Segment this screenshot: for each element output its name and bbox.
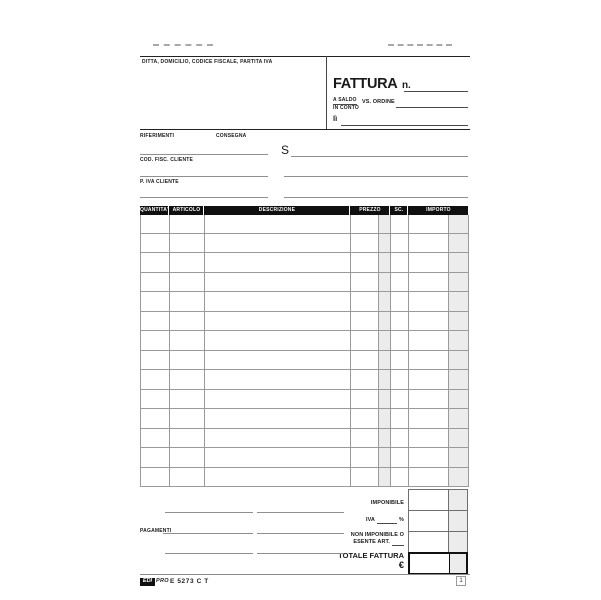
totale-amount-cell — [410, 554, 449, 574]
iva-percent-sign: % — [399, 517, 404, 523]
table-cell — [205, 448, 351, 466]
table-cell — [391, 331, 409, 349]
iva-amount-box — [408, 510, 468, 532]
table-cell — [409, 390, 449, 408]
table-cell — [379, 351, 391, 369]
table-cell — [351, 273, 379, 291]
table-cell — [409, 448, 449, 466]
table-cell — [449, 253, 469, 271]
header-bottom-rule — [140, 129, 470, 130]
vs-ordine-line — [396, 107, 468, 108]
table-cell — [141, 370, 170, 388]
table-cell — [205, 390, 351, 408]
table-cell — [351, 215, 379, 233]
euro-sign: € — [398, 560, 404, 571]
invoice-number-label: n. — [401, 80, 411, 91]
table-cell — [409, 351, 449, 369]
table-cell — [379, 253, 391, 271]
totale-fattura-amount-box — [408, 552, 468, 576]
table-cell — [391, 429, 409, 447]
invoice-title — [333, 75, 411, 93]
table-cell — [170, 234, 205, 252]
table-cell — [170, 448, 205, 466]
imponibile-amount-cell — [409, 490, 448, 510]
table-cell — [449, 292, 469, 310]
table-cell — [141, 292, 170, 310]
header-top-rule — [140, 56, 470, 57]
table-cell — [391, 448, 409, 466]
totale-cents-cell — [449, 554, 466, 574]
table-cell — [449, 215, 469, 233]
table-cell — [351, 468, 379, 486]
table-cell — [409, 331, 449, 349]
table-cell — [205, 215, 351, 233]
vs-ordine-label: VS. ORDINE — [362, 99, 395, 105]
header-vertical-divider — [326, 56, 327, 129]
esente-art-label: ESENTE ART. — [353, 539, 390, 545]
table-row — [141, 292, 469, 311]
table-cell — [379, 448, 391, 466]
table-row — [141, 448, 469, 467]
date-label: lì — [333, 113, 338, 123]
table-cell — [379, 331, 391, 349]
non-imponibile-amount-box — [408, 531, 468, 553]
product-code: E 5273 C T — [170, 577, 209, 585]
table-cell — [409, 253, 449, 271]
table-cell — [391, 273, 409, 291]
items-table-body — [140, 215, 469, 488]
table-cell — [379, 273, 391, 291]
table-cell — [391, 390, 409, 408]
table-cell — [379, 292, 391, 310]
table-cell — [351, 331, 379, 349]
recipient-line-1 — [291, 156, 468, 157]
table-cell — [409, 370, 449, 388]
iva-label: IVA — [365, 517, 375, 523]
table-cell — [170, 253, 205, 271]
table-cell — [141, 468, 170, 486]
table-cell — [141, 273, 170, 291]
table-header-cell-0: QUANTITA' — [140, 206, 169, 213]
riferimenti-label: RIFERIMENTI — [140, 133, 175, 139]
table-cell — [141, 234, 170, 252]
table-row — [141, 409, 469, 428]
table-header-cell-3: PREZZO — [350, 206, 390, 215]
table-cell — [391, 253, 409, 271]
table-cell — [205, 234, 351, 252]
table-cell — [170, 273, 205, 291]
table-cell — [351, 253, 379, 271]
table-cell — [409, 312, 449, 330]
table-cell — [409, 468, 449, 486]
totale-fattura-label: TOTALE FATTURA — [338, 550, 404, 560]
edipro-logo — [140, 578, 155, 586]
table-cell — [351, 448, 379, 466]
table-cell — [141, 409, 170, 427]
table-cell — [409, 429, 449, 447]
table-cell — [449, 409, 469, 427]
non-imponibile-amount-cell — [409, 532, 448, 552]
table-cell — [449, 312, 469, 330]
table-cell — [205, 292, 351, 310]
table-header-cell-4: SC. — [390, 206, 408, 215]
table-cell — [391, 215, 409, 233]
table-cell — [379, 429, 391, 447]
table-cell — [170, 390, 205, 408]
edipro-logo-pro: PRO — [156, 578, 169, 584]
table-row — [141, 351, 469, 370]
perforation-dashes-left — [153, 44, 213, 46]
iva-label-row — [300, 518, 404, 524]
iva-amount-cell — [409, 511, 448, 531]
payments-line-3b — [257, 553, 344, 554]
table-cell — [141, 215, 170, 233]
table-row — [141, 390, 469, 409]
imponibile-cents-cell — [448, 490, 467, 510]
non-imponibile-cents-cell — [448, 532, 467, 552]
table-cell — [351, 409, 379, 427]
table-cell — [409, 409, 449, 427]
a-saldo-label: A SALDO — [333, 96, 357, 103]
table-cell — [391, 351, 409, 369]
table-cell — [449, 351, 469, 369]
table-cell — [379, 390, 391, 408]
table-cell — [205, 429, 351, 447]
table-cell — [351, 370, 379, 388]
non-imponibile-label-line2 — [300, 540, 404, 546]
p-iva-line — [140, 197, 268, 198]
table-cell — [351, 292, 379, 310]
date-line — [341, 125, 468, 126]
table-cell — [351, 312, 379, 330]
table-cell — [351, 429, 379, 447]
table-cell — [141, 253, 170, 271]
payments-line-2a — [163, 533, 253, 534]
table-cell — [449, 390, 469, 408]
table-row — [141, 312, 469, 331]
table-cell — [205, 273, 351, 291]
table-cell — [351, 234, 379, 252]
table-cell — [141, 312, 170, 330]
table-cell — [379, 215, 391, 233]
p-iva-cliente-label: P. IVA CLIENTE — [140, 179, 179, 185]
table-cell — [205, 351, 351, 369]
table-cell — [170, 429, 205, 447]
table-cell — [409, 234, 449, 252]
table-cell — [379, 312, 391, 330]
recipient-line-3 — [284, 197, 468, 198]
table-cell — [170, 409, 205, 427]
table-cell — [391, 292, 409, 310]
table-cell — [170, 292, 205, 310]
table-cell — [391, 234, 409, 252]
esente-art-line — [392, 544, 404, 546]
table-cell — [391, 468, 409, 486]
items-table-header — [140, 206, 468, 215]
table-cell — [141, 331, 170, 349]
table-row — [141, 273, 469, 292]
table-cell — [391, 370, 409, 388]
table-cell — [449, 331, 469, 349]
invoice-title-word: FATTURA — [333, 76, 398, 92]
cod-fisc-cliente-label: COD. FISC. CLIENTE — [140, 156, 194, 163]
table-header-cell-2: DESCRIZIONE — [204, 206, 350, 215]
cod-fisc-line — [140, 176, 268, 177]
table-header-cell-1: ARTICOLO — [169, 206, 204, 215]
payments-line-3a — [165, 553, 253, 554]
table-cell — [170, 215, 205, 233]
table-cell — [170, 312, 205, 330]
table-header-cell-5: IMPORTO — [426, 206, 451, 213]
iva-cents-cell — [448, 511, 467, 531]
payments-line-1a — [165, 512, 253, 513]
table-cell — [391, 312, 409, 330]
table-cell — [170, 331, 205, 349]
table-cell — [379, 370, 391, 388]
table-cell — [141, 351, 170, 369]
table-cell — [205, 312, 351, 330]
perforation-dashes-right — [388, 44, 452, 46]
table-cell — [409, 215, 449, 233]
consegna-label: CONSEGNA — [216, 133, 247, 139]
table-row — [141, 253, 469, 272]
table-cell — [449, 468, 469, 486]
page-number: 1 — [459, 578, 463, 584]
table-cell — [170, 468, 205, 486]
in-conto-label: IN CONTO — [333, 104, 359, 111]
table-cell — [141, 429, 170, 447]
table-row — [141, 468, 469, 487]
table-cell — [379, 468, 391, 486]
table-row — [141, 215, 469, 234]
table-row — [141, 370, 469, 389]
table-cell — [449, 273, 469, 291]
table-cell — [449, 448, 469, 466]
payments-line-1b — [257, 512, 344, 513]
table-cell — [379, 234, 391, 252]
edipro-logo-edi: EDI — [142, 578, 153, 585]
table-cell — [205, 409, 351, 427]
table-cell — [409, 292, 449, 310]
recipient-line-2 — [284, 176, 468, 177]
invoice-number-line — [404, 91, 468, 92]
table-cell — [205, 253, 351, 271]
table-cell — [449, 370, 469, 388]
table-cell — [391, 409, 409, 427]
table-cell — [205, 468, 351, 486]
riferimenti-line — [140, 154, 268, 155]
page-number-badge — [456, 576, 466, 586]
non-imponibile-label-line1: NON IMPONIBILE O — [350, 532, 404, 538]
table-cell — [141, 390, 170, 408]
company-box-label: DITTA, DOMICILIO, CODICE FISCALE, PARTITA IVA — [142, 58, 273, 65]
footer-rule — [140, 574, 470, 575]
table-cell — [141, 448, 170, 466]
imponibile-amount-box — [408, 489, 468, 511]
pagamenti-label: PAGAMENTI — [140, 528, 172, 534]
table-row — [141, 331, 469, 350]
table-row — [141, 429, 469, 448]
payments-line-2b — [257, 533, 344, 534]
recipient-prefix: S — [281, 143, 290, 157]
table-cell — [409, 273, 449, 291]
table-cell — [351, 351, 379, 369]
table-cell — [351, 390, 379, 408]
imponibile-label: IMPONIBILE — [370, 499, 404, 506]
table-row — [141, 234, 469, 253]
table-cell — [170, 351, 205, 369]
table-cell — [449, 234, 469, 252]
table-cell — [170, 370, 205, 388]
table-cell — [449, 429, 469, 447]
table-cell — [205, 331, 351, 349]
table-cell — [205, 370, 351, 388]
iva-rate-line — [377, 522, 397, 524]
table-cell — [379, 409, 391, 427]
